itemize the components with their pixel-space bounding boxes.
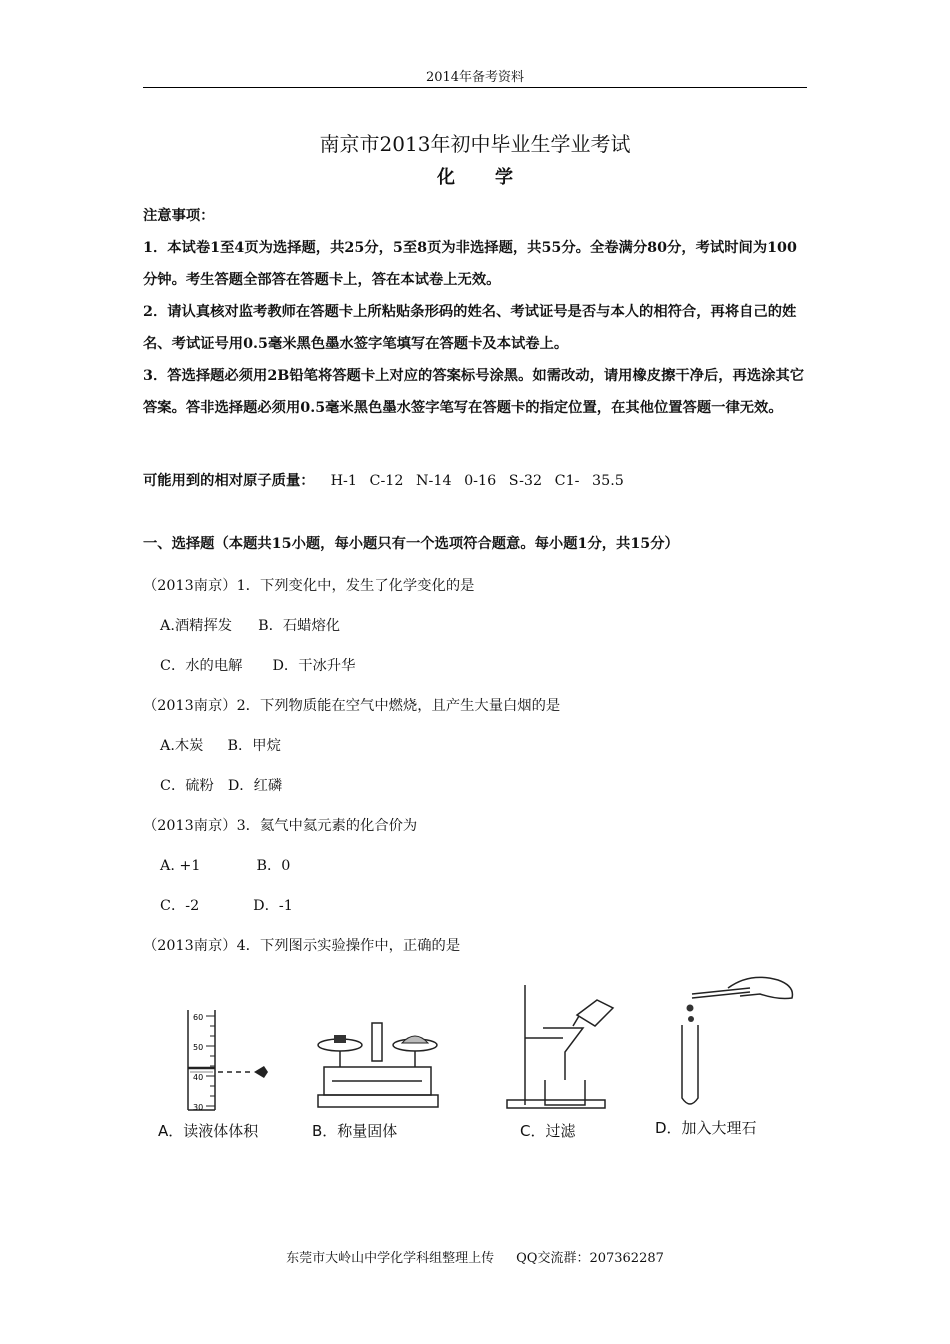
caption-a: A．读液体体积 <box>158 1122 259 1140</box>
question-3-stem: （2013南京）3．氦气中氦元素的化合价为 <box>143 818 418 834</box>
cylinder-tick-label: 40 <box>193 1073 204 1082</box>
section-heading: 一、选择题（本题共15小题，每小题只有一个选项符合题意。每小题1分，共15分） <box>143 536 679 552</box>
question-1-stem: （2013南京）1．下列变化中，发生了化学变化的是 <box>143 578 475 594</box>
question-3-options-row-1 <box>160 855 290 875</box>
option: C．硫粉 <box>160 778 214 794</box>
cylinder-tick-label: 60 <box>193 1013 204 1022</box>
solid-sample-icon <box>402 1036 428 1043</box>
weights-icon <box>334 1035 346 1043</box>
instruction-item-3: 3．答选择题必须用2B铅笔将答题卡上对应的答案标号涂黑。如需改动，请用橡皮擦干净后，再选涂其它答案。答非选择题必须用0.5毫米黑色墨水签字笔写在答题卡的指定位置，在其他位置答题一律无效。 <box>143 368 805 416</box>
exam-title: 南京市2013年初中毕业生学业考试 <box>319 132 631 156</box>
caption-d: D．加入大理石 <box>655 1119 757 1137</box>
question-3-options-row-2 <box>160 895 293 915</box>
graduated-cylinder-diagram <box>160 1000 270 1115</box>
question-2-options-row-1 <box>160 735 281 755</box>
option: B．甲烷 <box>227 738 281 754</box>
balance-diagram <box>310 1015 445 1115</box>
option: D．红磷 <box>227 778 283 794</box>
page-footer <box>143 1247 807 1266</box>
atomic-masses <box>143 470 807 490</box>
caption-b: B．称量固体 <box>312 1122 398 1140</box>
option: A.酒精挥发 <box>160 618 233 634</box>
header-divider <box>143 87 807 88</box>
option: C．水的电解 <box>160 658 243 674</box>
cylinder-tick-label: 30 <box>193 1103 204 1112</box>
option: D．干冰升华 <box>272 658 356 674</box>
test-tube-diagram <box>660 970 795 1115</box>
caption-c: C．过滤 <box>520 1122 576 1140</box>
atomic-masses-values: H-1 C-12 N-14 0-16 S-32 C1- 35.5 <box>330 473 624 489</box>
instructions <box>143 200 809 424</box>
atomic-masses-label: 可能用到的相对原子质量： <box>143 473 315 489</box>
option: A.木炭 <box>160 738 204 754</box>
subject-title: 化学 <box>437 167 553 188</box>
option: C．-2 <box>160 898 200 914</box>
eye-icon <box>254 1066 268 1078</box>
option: B．石蜡熔化 <box>258 618 341 634</box>
filtration-diagram <box>485 980 615 1115</box>
lab-operations-figure <box>150 970 800 1150</box>
question-2-stem: （2013南京）2．下列物质能在空气中燃烧，且产生大量白烟的是 <box>143 698 561 714</box>
option: A. +1 <box>160 858 201 874</box>
footer-qq-group: QQ交流群：207362287 <box>516 1251 664 1266</box>
instructions-heading: 注意事项： <box>143 208 215 224</box>
page-header: 2014年备考资料 <box>425 70 525 85</box>
option: B．0 <box>256 858 291 874</box>
instruction-item-2: 2．请认真核对监考教师在答题卡上所粘贴条形码的姓名、考试证号是否与本人的相符合，再将自己的姓名、考试证号用0.5毫米黑色墨水签字笔填写在答题卡及本试卷上。 <box>143 304 797 352</box>
marble-chip-icon <box>687 1005 694 1012</box>
footer-source: 东莞市大岭山中学化学科组整理上传 <box>286 1251 495 1266</box>
instruction-item-1: 1．本试卷1至4页为选择题，共25分，5至8页为非选择题，共55分。全卷满分80分，考试时间为100分钟。考生答题全部答在答题卡上，答在本试卷上无效。 <box>143 240 797 288</box>
question-2-options-row-2 <box>160 775 282 795</box>
question-1-options-row-1 <box>160 615 340 635</box>
option: D．-1 <box>253 898 293 914</box>
question-4-stem: （2013南京）4．下列图示实验操作中，正确的是 <box>143 938 461 954</box>
cylinder-tick-label: 50 <box>193 1043 204 1052</box>
question-1-options-row-2 <box>160 655 355 675</box>
